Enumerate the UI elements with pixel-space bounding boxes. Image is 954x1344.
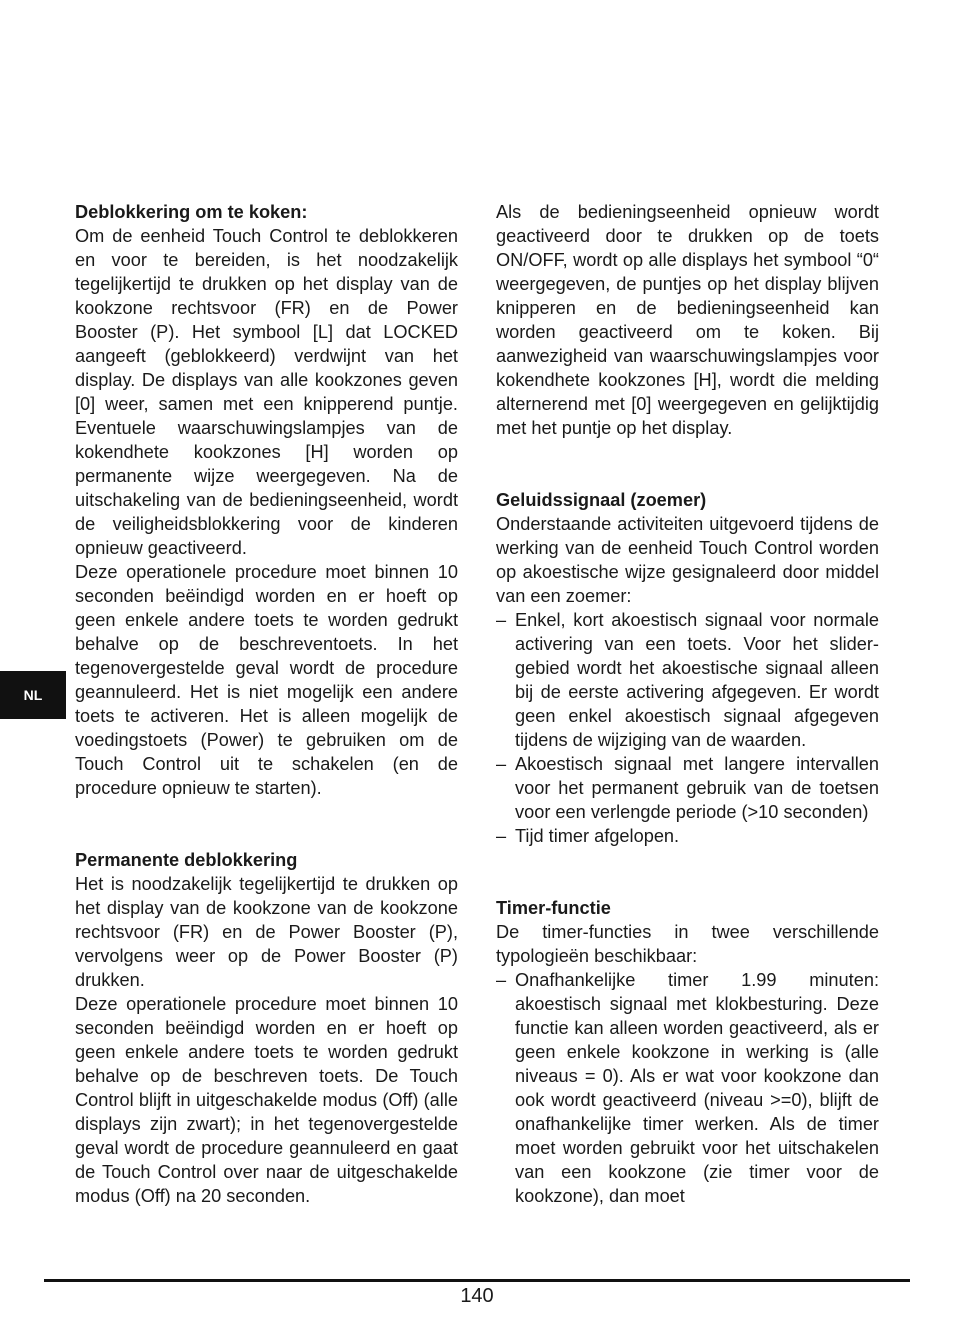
paragraph: Deze operationele procedure moet binnen 10 seconden beëindigd worden en er hoeft op geen enkele andere toets te worden gedrukt behalve op de beschreven toets. De Touch Control blijft in uitgeschakelde modus (Off) (alle displays zijn zwart); in het tegenovergestelde geval wordt de procedure geannuleerd en gaat de Touch Control over naar de uitgeschakelde modus (Off) na 20 seconden. <box>75 994 458 1206</box>
paragraph: Het is noodzakelijk tegelijkertijd te drukken op het display van de kookzone van de kookzone rechtsvoor (FR) en de Power Booster (P), vervolgens weer op de Power Booster (P) drukken. <box>75 874 458 990</box>
paragraph: Onderstaande activiteiten uitgevoerd tijdens de werking van de eenheid Touch Control worden op akoestische wijze gesignaleerd door middel van een zoemer: <box>496 514 879 606</box>
page-number: 140 <box>460 1285 494 1307</box>
list-item: – Enkel, kort akoestisch signaal voor normale activering van een toets. Voor het slider-gebied wordt het akoestische signaal alleen bij de eerste activering afgegeven. Er wordt geen enkel akoestisch signaal afgegeven tijdens de wijziging van de waarden. <box>496 608 879 752</box>
paragraph: Als de bedieningseenheid opnieuw wordt geactiveerd door te drukken op de toets ON/OFF, wordt op alle displays het symbool “0“ weergegeven, de puntjes op het display blijven knipperen en de bedieningseenheid kan worden geactiveerd om te koken. Bij aanwezigheid van waarschuwingslampjes voor kokendhete kookzones [H], wordt die melding alternerend met [0] weergegeven en gelijktijdig met het puntje op het display. <box>496 202 879 438</box>
heading-permanente-deblokkering: Permanente deblokkering <box>75 850 298 870</box>
timer-list <box>496 968 879 1208</box>
paragraph: De timer-functies in twee verschillende typologieën beschikbaar: <box>496 922 879 966</box>
heading-geluidssignaal: Geluidssignaal (zoemer) <box>496 490 707 510</box>
language-tab <box>0 671 66 719</box>
buzzer-list <box>496 608 879 848</box>
heading-timer-functie: Timer-functie <box>496 898 611 918</box>
paragraph: Deze operationele procedure moet binnen 10 seconden beëindigd worden en er hoeft op geen enkele andere toets te worden gedrukt behalve op de beschreventoets. In het tegenovergestelde geval wordt de procedure geannuleerd. Het is niet mogelijk een andere toets te activeren. Het is alleen mogelijk de voedingstoets (Power) te gebruiken om de Touch Control uit te schakelen (en de procedure opnieuw te starten). <box>75 562 458 798</box>
right-column <box>496 200 879 1208</box>
heading-deblokkering-koken: Deblokkering om te koken: <box>75 202 308 222</box>
list-item: – Akoestisch signaal met langere intervallen voor het permanent gebruik van de toetsen voor een verlengde periode (>10 seconden) <box>496 752 879 824</box>
footer-rule <box>44 1279 910 1282</box>
language-tab-label: NL <box>23 687 43 703</box>
paragraph: Om de eenheid Touch Control te deblokkeren en voor te bereiden, is het noodzakelijk tegelijkertijd te drukken op het display van de kookzone rechtsvoor (FR) en de Power Booster (P). Het symbool [L] dat LOCKED aangeeft (geblokkeerd) verdwijnt van het display. De displays van alle kookzones geven [0] weer, samen met een knipperend puntje. Eventuele waarschuwingslampjes van de kokendhete kookzones [H] worden op permanente wijze weergegeven. Na de uitschakeling van de bedieningseenheid, wordt de veiligheidsblokkering voor de kinderen opnieuw geactiveerd. <box>75 226 458 558</box>
list-item: – Onafhankelijke timer 1.99 minuten: akoestisch signaal met klokbesturing. Deze functie kan alleen worden geactiveerd, als er geen enkele kookzone in werking is (alle niveaus = 0). Als er wat voor kookzone dan ook wordt geactiveerd (niveau >=0), blijft de onafhankelijke timer werken. Als de timer moet worden gebruikt voor het uitschakelen van een kookzone (zie timer voor de kookzone), dan moet <box>496 968 879 1208</box>
left-column <box>75 200 458 1208</box>
list-item: – Tijd timer afgelopen. <box>496 824 879 848</box>
